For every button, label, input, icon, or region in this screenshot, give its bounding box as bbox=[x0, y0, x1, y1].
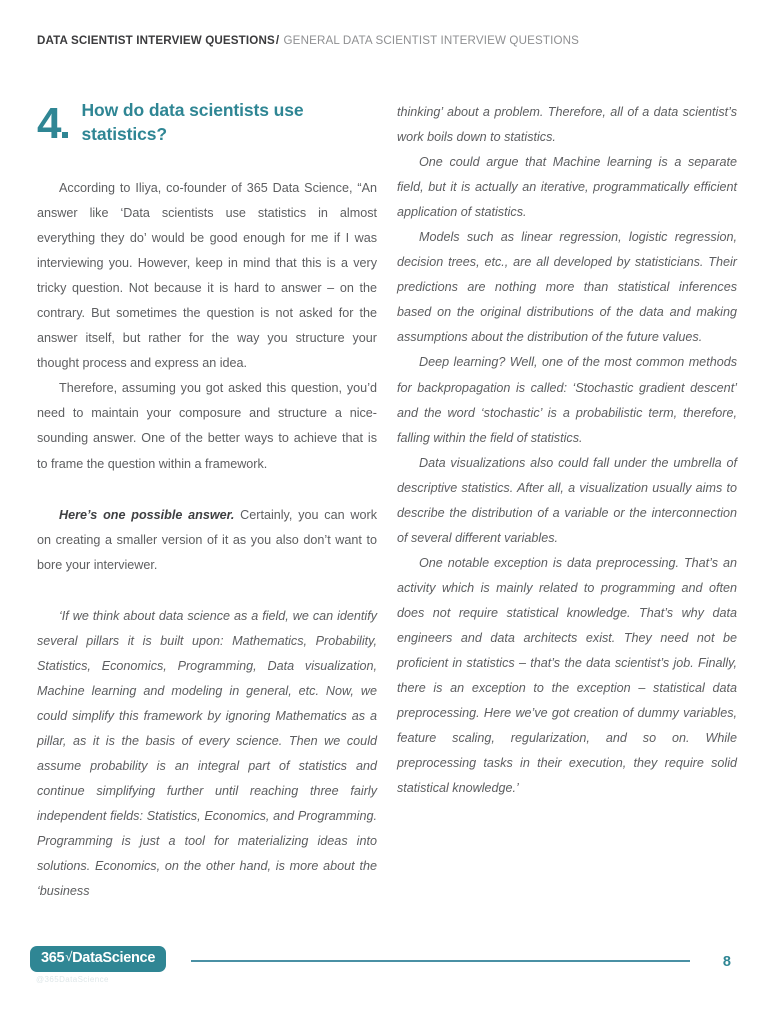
question-heading bbox=[37, 96, 377, 146]
breadcrumb-subsection-title: GENERAL DATA SCIENTIST INTERVIEW QUESTIONS bbox=[283, 34, 580, 47]
brand-handle-ghost: @365DataScience bbox=[36, 975, 109, 984]
quote-paragraph: Models such as linear regression, logistic regression, decision trees, etc., are all developed by statisticians. Their predictions are nothing more than statistical inferences based on the original distributions of the data and making assumptions about the distribution of the future values. bbox=[397, 230, 737, 345]
footer-divider bbox=[191, 960, 690, 962]
quote-paragraph: Data visualizations also could fall under the umbrella of descriptive statistics. After all, a visualization usually aims to describe the distribution of a variable or the interconnection of several different variables. bbox=[397, 455, 737, 545]
page-number: 8 bbox=[722, 954, 731, 970]
question-number-value: 4 bbox=[37, 99, 61, 148]
body-column-right bbox=[397, 100, 737, 801]
breadcrumb bbox=[37, 34, 579, 47]
quote-paragraph: One notable exception is data preprocessing. That’s an activity which is mainly related to programming and often does not require statistical knowledge. That’s why data engineers and data architects exist. They need not be proficient in statistics – that’s the data scientist’s job. Finally, there is an exception to the exception – statistical data preprocessing. Here we’ve got creation of dummy variables, feature scaling, regularization, and so on. While preprocessing tasks in their execution, they require solid statistical knowledge.’ bbox=[397, 555, 737, 796]
page-footer bbox=[0, 944, 768, 1024]
quote-paragraph: ‘If we think about data science as a field, we can identify several pillars it is built upon: Mathematics, Probability, Statistics, Economics, Programming, Data visualization, Machine learning and modeling in general, etc. Now, we could simplify this framework by ignoring Mathematics as a pillar, as it is the basis of every science. Then we could assume probability is an integral part of statistics and continue simplifying further until reaching three fairly independent fields: Statistics, Economics, and Programming. Programming is just a tool for materializing ideas into solutions. Economics, on the other hand, is more about the ‘business bbox=[37, 608, 377, 899]
brand-logo bbox=[30, 946, 166, 972]
breadcrumb-section-title: DATA SCIENTIST INTERVIEW QUESTIONS bbox=[37, 34, 275, 47]
paragraph bbox=[37, 503, 377, 578]
breadcrumb-separator: / bbox=[275, 34, 280, 47]
quote-paragraph: One could argue that Machine learning is a separate field, but it is actually an iterative, programmatically efficient application of statistics. bbox=[397, 155, 737, 220]
body-column-left bbox=[37, 176, 377, 904]
page-title: How do data scientists use statistics? bbox=[81, 100, 304, 145]
paragraph: According to Iliya, co-founder of 365 Data Science, “An answer like ‘Data scientists use statistics in almost everything they do’ would be good enough for me if I was interviewing you. However, keep in mind that this is a very tricky question. Not because it is hard to answer – on the contrary. But sometimes the question is not asked for the answer itself, but rather for the way you structure your thought process and express an idea. bbox=[37, 181, 377, 371]
question-number bbox=[37, 99, 68, 148]
quote-paragraph: thinking’ about a problem. Therefore, all of a data scientist’s work boils down to statistics. bbox=[397, 105, 737, 145]
logo-prefix: 365 bbox=[41, 950, 65, 967]
question-number-dot bbox=[62, 132, 68, 138]
paragraph: Therefore, assuming you got asked this question, you’d need to maintain your composure and structure a nice-sounding answer. One of the better ways to achieve that is to frame the question within a framework. bbox=[37, 381, 377, 471]
quote-paragraph: Deep learning? Well, one of the most common methods for backpropagation is called: ‘Stochastic gradient descent’ and the word ‘stochastic’ is a probabilistic term, therefore, falling within the field of statistics. bbox=[397, 355, 737, 445]
radical-icon: √ bbox=[65, 949, 73, 965]
logo-suffix: DataScience bbox=[72, 950, 156, 967]
answer-lead-rest: Certainly, you can work on creating a smaller version of it as you also don’t want to bore your interviewer. bbox=[37, 507, 377, 572]
answer-lead-in: Here’s one possible answer. bbox=[59, 507, 235, 522]
